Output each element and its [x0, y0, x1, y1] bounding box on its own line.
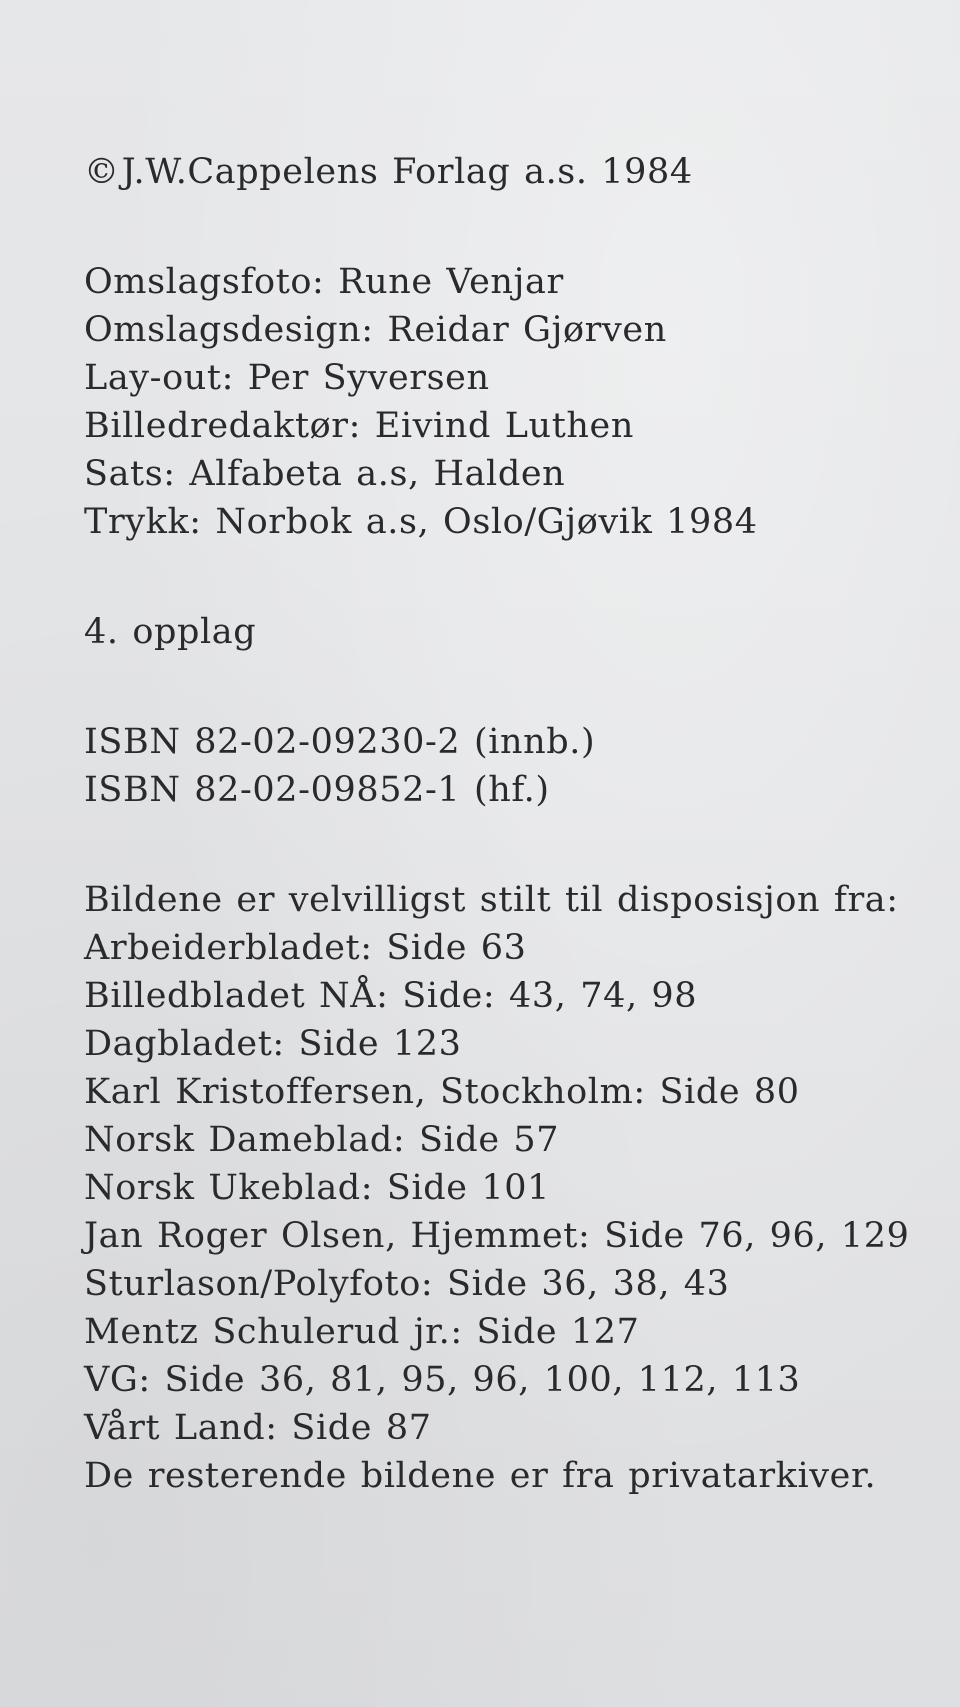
copyright-line — [84, 148, 944, 196]
isbn-hardcover: ISBN 82-02-09230-2 (innb.) — [84, 722, 596, 762]
picture-source: Karl Kristoffersen, Stockholm: Side 80 — [84, 1072, 800, 1112]
credit-picture-editor: Billedredaktør: Eivind Luthen — [84, 406, 634, 446]
credit-typesetting: Sats: Alfabeta a.s, Halden — [84, 454, 566, 494]
spacer — [84, 814, 944, 876]
picture-source: Dagbladet: Side 123 — [84, 1024, 462, 1064]
colophon-text — [84, 148, 944, 1500]
picture-credits-closing: De resterende bildene er fra privatarkiver. — [84, 1456, 877, 1496]
credit-printing: Trykk: Norbok a.s, Oslo/Gjøvik 1984 — [84, 502, 758, 542]
picture-source: Vårt Land: Side 87 — [84, 1408, 432, 1448]
spacer — [84, 546, 944, 608]
spacer — [84, 196, 944, 258]
picture-source: Norsk Dameblad: Side 57 — [84, 1120, 560, 1160]
picture-source: Arbeiderbladet: Side 63 — [84, 928, 527, 968]
picture-source: Mentz Schulerud jr.: Side 127 — [84, 1312, 640, 1352]
isbn-paperback: ISBN 82-02-09852-1 (hf.) — [84, 770, 550, 810]
copyright-symbol: © — [84, 152, 120, 192]
credit-cover-design: Omslagsdesign: Reidar Gjørven — [84, 310, 667, 350]
edition-line: 4. opplag — [84, 612, 257, 652]
spacer — [84, 656, 944, 718]
picture-source: Jan Roger Olsen, Hjemmet: Side 76, 96, 129 — [84, 1216, 910, 1256]
picture-source: Sturlason/Polyfoto: Side 36, 38, 43 — [84, 1264, 730, 1304]
credit-cover-photo: Omslagsfoto: Rune Venjar — [84, 262, 564, 302]
picture-source: VG: Side 36, 81, 95, 96, 100, 112, 113 — [84, 1360, 801, 1400]
copyright-text: J.W.Cappelens Forlag a.s. 1984 — [121, 152, 693, 192]
picture-credits-intro: Bildene er velvilligst stilt til disposisjon fra: — [84, 880, 899, 920]
credit-layout: Lay-out: Per Syversen — [84, 358, 490, 398]
picture-source: Norsk Ukeblad: Side 101 — [84, 1168, 550, 1208]
picture-source: Billedbladet NÅ: Side: 43, 74, 98 — [84, 976, 698, 1016]
